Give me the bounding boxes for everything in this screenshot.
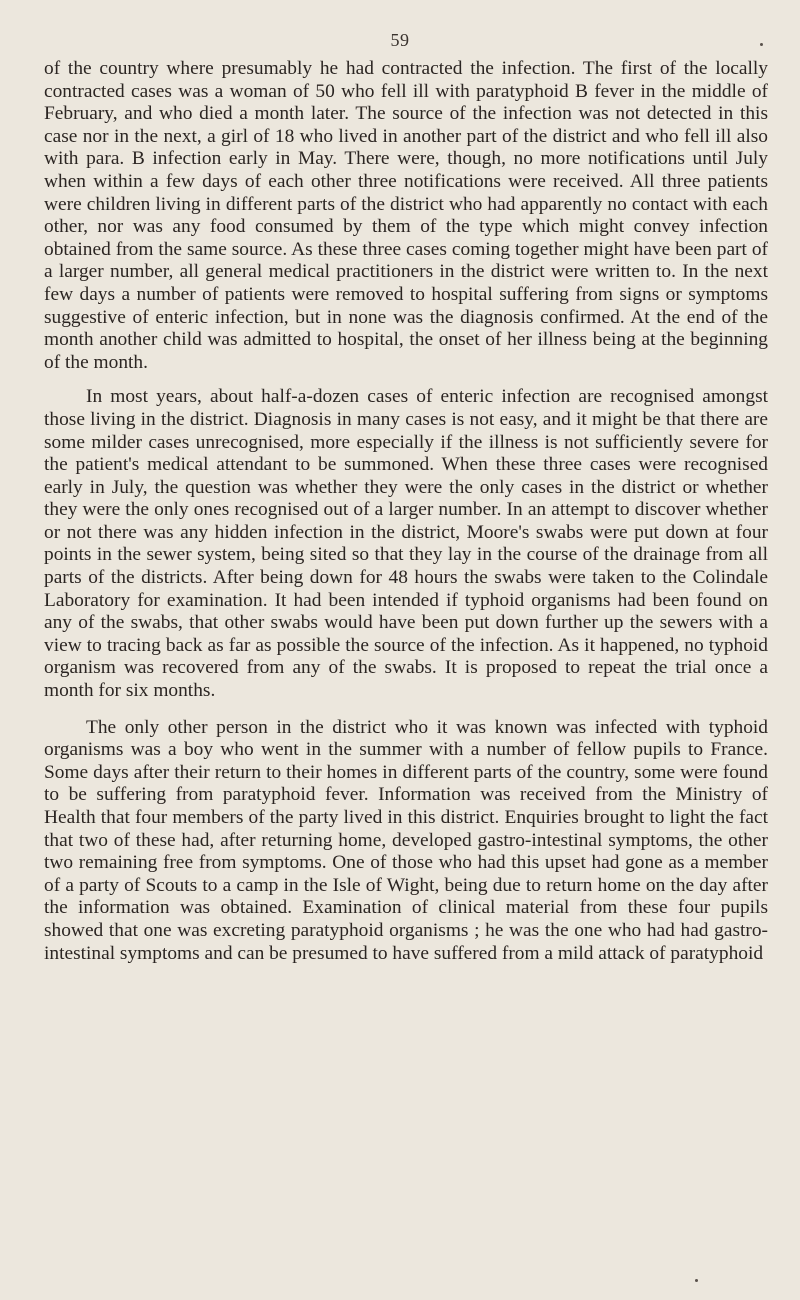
print-speck xyxy=(695,1279,698,1282)
print-speck xyxy=(760,43,763,46)
body-text xyxy=(44,58,768,979)
paragraph-france-trip: The only other person in the district who it was known was infected with typhoid organisms was a boy who went in the summer with a number of fellow pupils to France. Some days after their return to their homes in different parts of the country, some were found to be suffering from paratyphoid fever. Information was received from the Ministry of Health that four members of the party lived in this district. Enquiries brought to light the fact that two of these had, after returning home, developed gastro-intestinal symptoms, the other two remaining free from symptoms. One of those who had this upset had gone as a member of a party of Scouts to a camp in the Isle of Wight, being due to return home on the day after the information was obtained. Examination of clinical material from these four pupils showed that one was excreting paratyphoid organisms ; he was the one who had had gastro-intestinal symptoms and can be presumed to have suffered from a mild attack of paratyphoid xyxy=(44,716,768,964)
paragraph-continuation: of the country where presumably he had contracted the infection. The first of the locally contracted cases was a woman of 50 who fell ill with paratyphoid B fever in the middle of February, and who died a month later. The source of the infection was not detected in this case nor in the next, a girl of 18 who lived in another part of the district and who fell ill also with para. B infection early in May. There were, though, no more notifications until July when within a few days of each other three notifications were received. All three patients were children living in different parts of the district who had apparently no contact with each other, nor was any food consumed by them of the type which might convey infection obtained from the same source. As these three cases coming together might have been part of a larger number, all general medical practitioners in the district were written to. In the next few days a number of patients were removed to hospital suffering from signs or symptoms suggestive of enteric infection, but in none was the diagnosis confirmed. At the end of the month another child was admitted to hospital, the onset of her illness being at the beginning of the month. xyxy=(44,58,768,373)
paragraph-enteric-cases: In most years, about half-a-dozen cases of enteric infection are recognised amongst those living in the district. Diagnosis in many cases is not easy, and it might be that there are some milder cases unrecognised, more especially if the illness is not sufficiently severe for the patient's medical attendant to be summoned. When these three cases were recognised early in July, the question was whether they were the only cases in the district or whether they were the only ones recognised out of a larger number. In an attempt to discover whether or not there was any hidden infection in the district, Moore's swabs were put down at four points in the sewer system, being sited so that they lay in the course of the drainage from all parts of the districts. After being down for 48 hours the swabs were taken to the Colindale Laboratory for examination. It had been intended if typhoid organisms had been found on any of the swabs, that other swabs would have been put down further up the sewers with a view to tracing back as far as possible the source of the infection. As it happened, no typhoid organism was recovered from any of the swabs. It is proposed to repeat the trial once a month for six months. xyxy=(44,386,768,702)
page-number: 59 xyxy=(390,30,410,50)
